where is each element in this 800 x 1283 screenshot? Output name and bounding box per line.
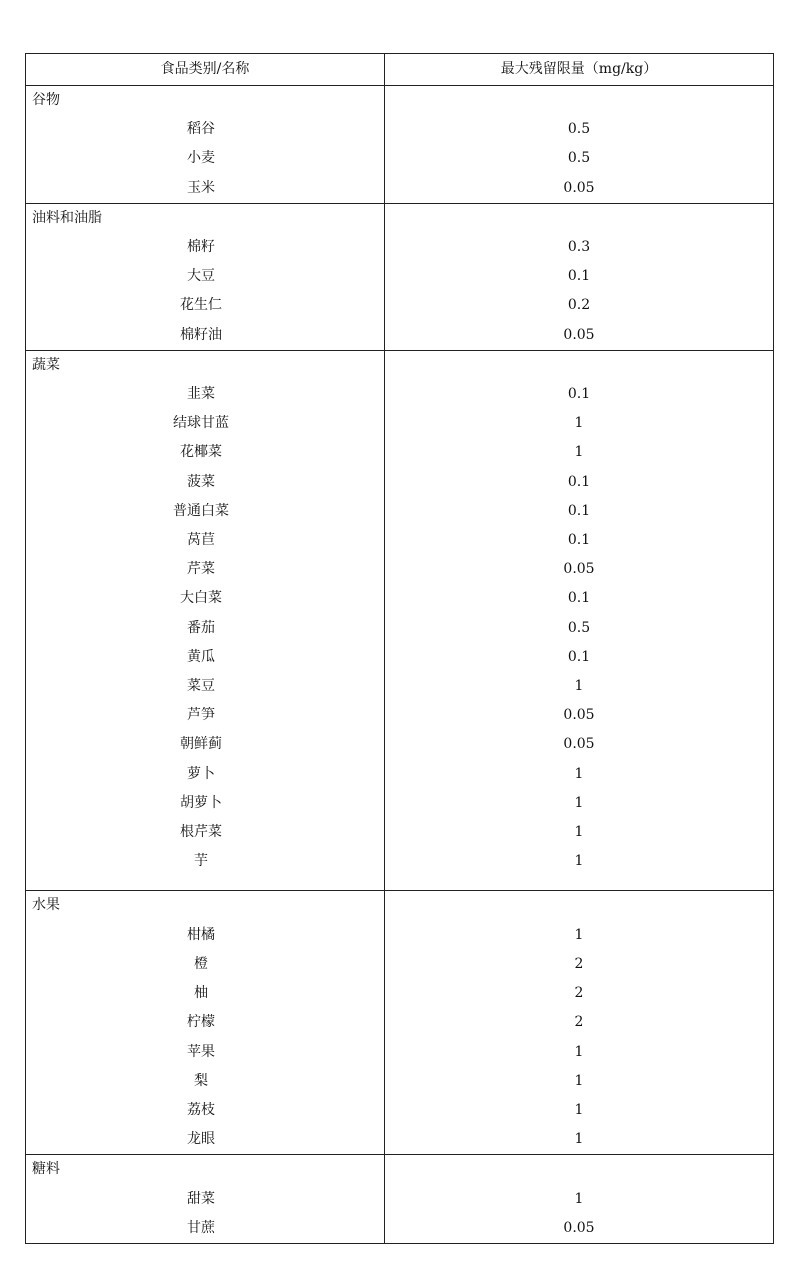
residue-limit-value: 2 <box>385 1008 774 1037</box>
residue-limit-value: 0.1 <box>385 262 774 291</box>
food-name: 萝卜 <box>26 760 385 789</box>
table-row <box>26 760 774 789</box>
food-name: 番茄 <box>26 614 385 643</box>
food-name: 柠檬 <box>26 1008 385 1037</box>
residue-limit-value: 2 <box>385 979 774 1008</box>
spacer-cell <box>26 876 385 891</box>
spacer-row <box>26 876 774 891</box>
food-name: 龙眼 <box>26 1125 385 1155</box>
residue-limit-value: 1 <box>385 1185 774 1214</box>
residue-limit-value: 1 <box>385 818 774 847</box>
residue-limit-value: 1 <box>385 438 774 467</box>
food-name: 结球甘蓝 <box>26 409 385 438</box>
food-name: 大豆 <box>26 262 385 291</box>
residue-limit-value: 0.3 <box>385 233 774 262</box>
food-name: 柑橘 <box>26 921 385 950</box>
residue-limit-value: 0.05 <box>385 730 774 759</box>
table-row <box>26 497 774 526</box>
table-row <box>26 789 774 818</box>
table-row <box>26 555 774 584</box>
residue-limit-value: 2 <box>385 950 774 979</box>
category-value-cell <box>385 350 774 380</box>
food-name: 花生仁 <box>26 291 385 320</box>
residue-limit-value: 1 <box>385 409 774 438</box>
residue-limit-value: 1 <box>385 789 774 818</box>
header-food-category: 食品类别/名称 <box>26 54 385 86</box>
table-row <box>26 730 774 759</box>
food-name: 大白菜 <box>26 584 385 613</box>
residue-limit-value: 0.1 <box>385 526 774 555</box>
residue-limit-value: 0.1 <box>385 497 774 526</box>
food-name: 棉籽 <box>26 233 385 262</box>
food-name: 玉米 <box>26 174 385 204</box>
table-row <box>26 262 774 291</box>
category-name: 谷物 <box>26 86 385 116</box>
food-name: 芦笋 <box>26 701 385 730</box>
category-row <box>26 891 774 921</box>
table-row <box>26 526 774 555</box>
table-row <box>26 1125 774 1155</box>
residue-limit-value: 0.5 <box>385 614 774 643</box>
food-name: 甘蔗 <box>26 1214 385 1244</box>
food-name: 梨 <box>26 1067 385 1096</box>
food-name: 橙 <box>26 950 385 979</box>
category-row <box>26 350 774 380</box>
category-row <box>26 86 774 116</box>
food-name: 棉籽油 <box>26 321 385 351</box>
residue-limit-value: 1 <box>385 1038 774 1067</box>
table-row <box>26 174 774 204</box>
residue-limit-value: 0.1 <box>385 643 774 672</box>
category-row <box>26 203 774 233</box>
table-row <box>26 115 774 144</box>
food-name: 菜豆 <box>26 672 385 701</box>
table-row <box>26 1214 774 1244</box>
table-row <box>26 321 774 351</box>
table-row <box>26 233 774 262</box>
table-row <box>26 818 774 847</box>
food-name: 根芹菜 <box>26 818 385 847</box>
residue-limit-value: 0.05 <box>385 701 774 730</box>
residue-limit-value: 0.5 <box>385 144 774 173</box>
food-name: 甜菜 <box>26 1185 385 1214</box>
table-row <box>26 380 774 409</box>
table-row <box>26 950 774 979</box>
residue-limit-value: 0.05 <box>385 555 774 584</box>
residue-limit-value: 0.1 <box>385 468 774 497</box>
table-body <box>26 86 774 1244</box>
category-row <box>26 1155 774 1185</box>
table-row <box>26 979 774 1008</box>
residue-limit-value: 0.2 <box>385 291 774 320</box>
residue-limit-value: 0.1 <box>385 380 774 409</box>
food-name: 荔枝 <box>26 1096 385 1125</box>
residue-limit-value: 1 <box>385 1096 774 1125</box>
table-row <box>26 672 774 701</box>
food-name: 稻谷 <box>26 115 385 144</box>
food-name: 芹菜 <box>26 555 385 584</box>
table-row <box>26 614 774 643</box>
residue-limit-value: 1 <box>385 760 774 789</box>
table-row <box>26 1008 774 1037</box>
table-row <box>26 1038 774 1067</box>
food-name: 莴苣 <box>26 526 385 555</box>
table-row <box>26 438 774 467</box>
food-name: 芋 <box>26 847 385 876</box>
category-value-cell <box>385 891 774 921</box>
table-row <box>26 847 774 876</box>
food-name: 胡萝卜 <box>26 789 385 818</box>
food-name: 小麦 <box>26 144 385 173</box>
category-name: 水果 <box>26 891 385 921</box>
residue-limit-value: 0.05 <box>385 174 774 204</box>
food-name: 柚 <box>26 979 385 1008</box>
header-max-residue-limit: 最大残留限量（mg/kg） <box>385 54 774 86</box>
category-value-cell <box>385 203 774 233</box>
table-row <box>26 643 774 672</box>
table-row <box>26 468 774 497</box>
category-value-cell <box>385 86 774 116</box>
residue-limit-value: 1 <box>385 921 774 950</box>
table-row <box>26 291 774 320</box>
table-row <box>26 1096 774 1125</box>
residue-limit-value: 0.1 <box>385 584 774 613</box>
residue-limit-value: 0.5 <box>385 115 774 144</box>
table-row <box>26 584 774 613</box>
category-value-cell <box>385 1155 774 1185</box>
table-row <box>26 409 774 438</box>
food-name: 花椰菜 <box>26 438 385 467</box>
residue-limit-value: 1 <box>385 1125 774 1155</box>
table-row <box>26 701 774 730</box>
residue-limit-value: 0.05 <box>385 321 774 351</box>
category-name: 蔬菜 <box>26 350 385 380</box>
table-row <box>26 144 774 173</box>
food-name: 苹果 <box>26 1038 385 1067</box>
food-name: 黄瓜 <box>26 643 385 672</box>
residue-limit-value: 1 <box>385 847 774 876</box>
table-row <box>26 921 774 950</box>
residue-limit-value: 0.05 <box>385 1214 774 1244</box>
food-name: 普通白菜 <box>26 497 385 526</box>
category-name: 油料和油脂 <box>26 203 385 233</box>
header-row <box>26 54 774 86</box>
food-name: 韭菜 <box>26 380 385 409</box>
food-name: 朝鲜蓟 <box>26 730 385 759</box>
residue-limit-value: 1 <box>385 672 774 701</box>
category-name: 糖料 <box>26 1155 385 1185</box>
table-row <box>26 1067 774 1096</box>
residue-limit-value: 1 <box>385 1067 774 1096</box>
table-row <box>26 1185 774 1214</box>
mrl-table <box>25 53 774 1244</box>
food-name: 菠菜 <box>26 468 385 497</box>
spacer-cell <box>385 876 774 891</box>
